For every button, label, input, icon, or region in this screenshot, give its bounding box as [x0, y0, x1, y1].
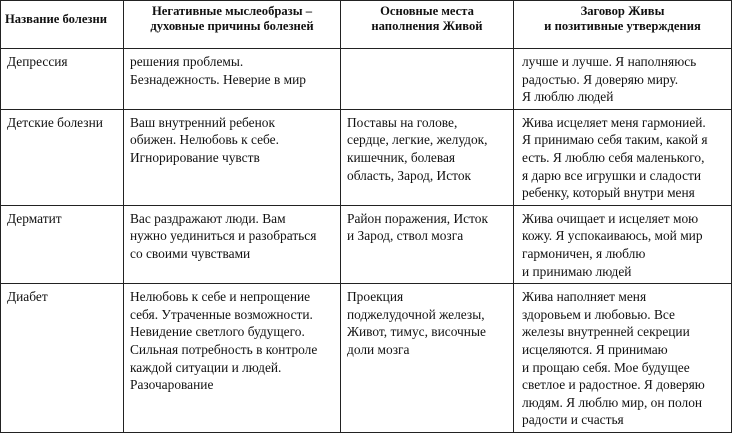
cell-line: радости и счастья — [522, 412, 624, 428]
header-line: Название болезни — [5, 12, 107, 26]
cell-line: поджелудочной железы, — [347, 306, 485, 322]
table-row — [1, 284, 732, 433]
negative-thoughts-cell — [124, 284, 341, 433]
cell-line: Ваш внутренний ребенок — [130, 114, 275, 130]
table-row — [1, 205, 732, 283]
header-negative-thoughts — [124, 1, 341, 49]
disease-name-cell — [1, 284, 124, 433]
cell-line: и принимаю людей — [522, 263, 632, 279]
cell-line: Я принимаю себя таким, какой я — [522, 132, 708, 148]
cell-line: железы внутренней секреции — [522, 324, 690, 340]
cell-line: Проекция — [347, 289, 404, 305]
cell-line: каждой ситуации и людей. — [130, 359, 282, 375]
affirmation-cell — [514, 284, 732, 433]
header-places — [341, 1, 514, 49]
cell-line: ребенку, который внутри меня — [522, 185, 695, 201]
cell-line: Сильная потребность в контроле — [130, 341, 318, 357]
cell-line: Безнадежность. Неверие в мир — [130, 71, 306, 87]
affirmation-cell — [514, 205, 732, 283]
cell-line: Жива исцеляет меня гармонией. — [522, 114, 706, 130]
table-row — [1, 109, 732, 205]
cell-line: Детские болезни — [7, 114, 103, 130]
disease-name-cell — [1, 205, 124, 283]
cell-line: лучше и лучше. Я наполняюсь — [522, 54, 697, 69]
cell-line: Жива очищает и исцеляет мою — [522, 210, 699, 226]
cell-line: и Зарод, ствол мозга — [347, 228, 464, 244]
cell-line: Живот, тимус, височные — [347, 324, 486, 340]
cell-line: Я люблю людей — [522, 89, 614, 105]
cell-line: себя. Утраченные возможности. — [130, 306, 313, 322]
affirmation-cell — [514, 49, 732, 110]
cell-line: сердце, легкие, желудок, — [347, 132, 488, 148]
cell-line: Нелюбовь к себе и непрощение — [130, 289, 311, 305]
cell-line: решения проблемы. — [130, 54, 244, 69]
header-disease-name — [1, 1, 124, 49]
cell-line: я дарю все игрушки и сладости — [522, 167, 702, 183]
disease-name-cell — [1, 109, 124, 205]
cell-line: здоровьем и любовью. Все — [522, 306, 675, 322]
places-cell — [341, 49, 514, 110]
cell-line: радостью. Я доверяю миру. — [522, 71, 679, 87]
cell-line: кожу. Я успокаиваюсь, мой мир — [522, 228, 703, 244]
cell-line: Диабет — [7, 289, 48, 305]
places-cell — [341, 205, 514, 283]
header-line: Заговор Живы — [580, 4, 665, 18]
header-line: духовные причины болезней — [150, 19, 314, 33]
header-affirmation — [514, 1, 732, 49]
cell-line: Игнорирование чувств — [130, 149, 260, 165]
cell-line: Вас раздражают люди. Вам — [130, 210, 286, 226]
cell-line: Разочарование — [130, 377, 214, 393]
negative-thoughts-cell — [124, 109, 341, 205]
cell-line: Депрессия — [7, 54, 68, 69]
cell-line: со своими чувствами — [130, 245, 251, 261]
table-row — [1, 49, 732, 110]
cell-line: и прощаю себя. Мое будущее — [522, 359, 690, 375]
cell-line: светлое и радостное. Я доверяю — [522, 377, 705, 393]
cell-line: исцеляются. Я принимаю — [522, 341, 668, 357]
header-line: и позитивные утверждения — [544, 19, 701, 33]
cell-line: Поставы на голове, — [347, 114, 458, 130]
cell-line: Невидение светлого будущего. — [130, 324, 305, 340]
cell-line: Жива наполняет меня — [522, 289, 647, 305]
places-cell — [341, 109, 514, 205]
header-line: Негативные мыслеобразы – — [151, 4, 313, 18]
cell-line: Дерматит — [7, 210, 62, 226]
disease-name-cell — [1, 49, 124, 110]
cell-line: есть. Я люблю себя маленького, — [522, 149, 705, 165]
cell-line: гармоничен, я люблю — [522, 245, 646, 261]
header-line: наполнения Живой — [371, 19, 483, 33]
affirmation-cell — [514, 109, 732, 205]
header-line: Основные места — [380, 4, 474, 18]
cell-line: людям. Я люблю мир, он полон — [522, 394, 703, 410]
negative-thoughts-cell — [124, 49, 341, 110]
cell-line: доли мозга — [347, 341, 410, 357]
cell-line: кишечник, болевая — [347, 149, 456, 165]
cell-line: область, Зарод, Исток — [347, 167, 472, 183]
cell-line: нужно уединиться и разобраться — [130, 228, 317, 244]
negative-thoughts-cell — [124, 205, 341, 283]
cell-line: обижен. Нелюбовь к себе. — [130, 132, 279, 148]
places-cell — [341, 284, 514, 433]
header-row — [1, 1, 732, 49]
cell-line: Район поражения, Исток — [347, 210, 488, 226]
